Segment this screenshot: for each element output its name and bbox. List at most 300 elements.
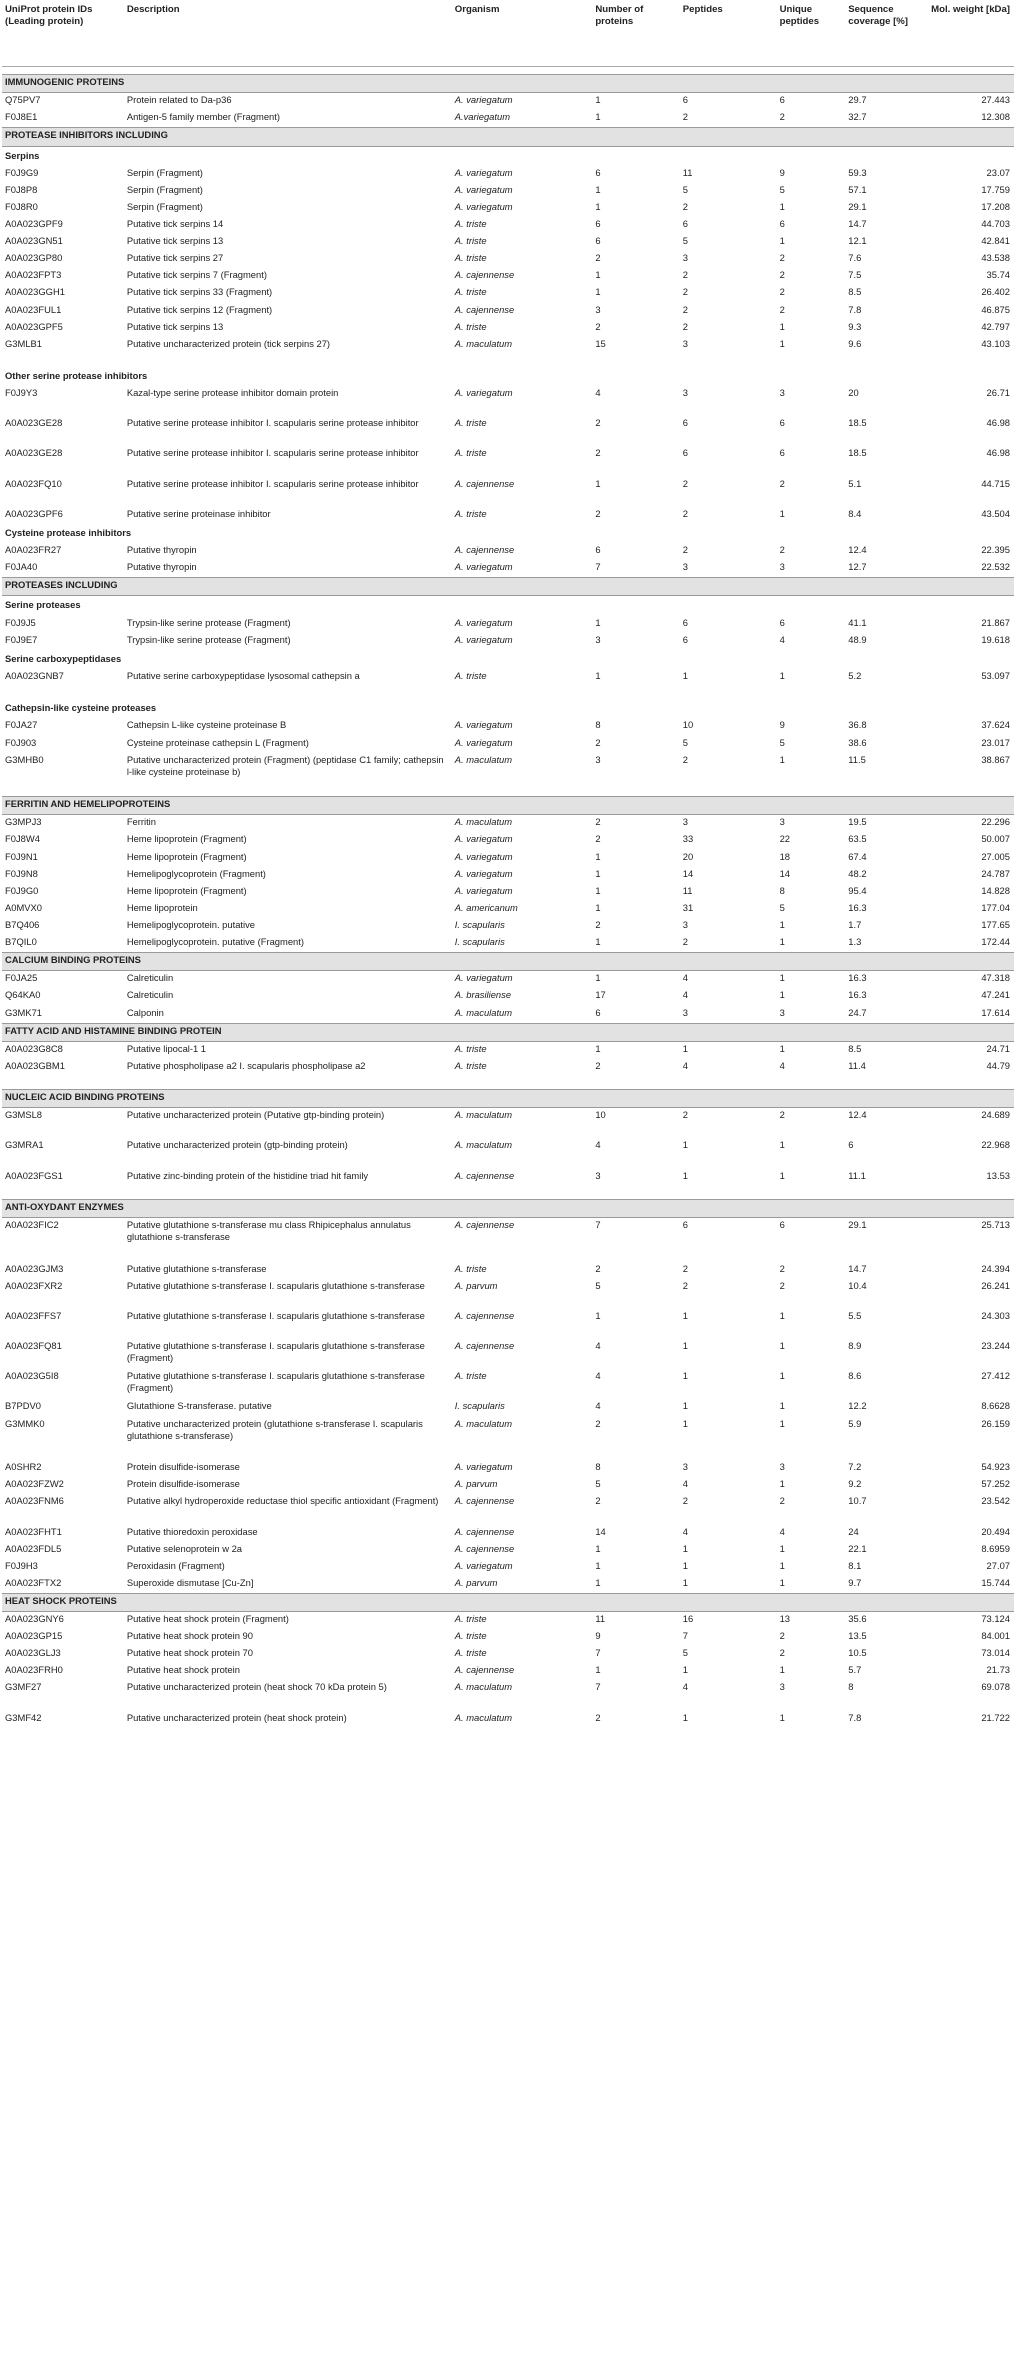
cell-number-of-proteins: 7 <box>595 1647 601 1659</box>
cell-unique-peptides: 3 <box>779 1461 785 1473</box>
cell-unique-peptides: 1 <box>779 1340 785 1352</box>
cell-description: Hemelipoglycoprotein. putative (Fragment) <box>126 936 304 948</box>
cell-description: Putative tick serpins 13 <box>126 235 224 247</box>
cell-organism: A. cajennense <box>454 477 515 489</box>
cell-description: Putative glutathione s-transferase I. scapularis glutathione s-transferase <box>126 1309 425 1321</box>
table-row <box>2 1041 1014 1059</box>
cell-organism: A. cajennense <box>454 1664 515 1676</box>
cell-uniprot-id: A0A023GE28 <box>5 417 63 429</box>
cell-number-of-proteins: 1 <box>595 850 601 862</box>
table-row <box>2 815 1014 833</box>
cell-unique-peptides: 13 <box>779 1613 791 1625</box>
table-row <box>2 543 1014 560</box>
table-row <box>2 337 1014 367</box>
table-row <box>2 1369 1014 1399</box>
cell-sequence-coverage: 24 <box>848 1525 859 1537</box>
cell-organism: A. triste <box>454 417 487 429</box>
cell-peptides: 1 <box>682 1042 688 1054</box>
cell-organism: A. variegatum <box>454 736 513 748</box>
cell-mol-weight: 23.07 <box>986 166 1010 178</box>
cell-sequence-coverage: 7.8 <box>848 1711 862 1723</box>
section-header-row <box>2 1199 1014 1217</box>
cell-number-of-proteins: 1 <box>595 1664 601 1676</box>
cell-peptides: 1 <box>682 1139 688 1151</box>
cell-peptides: 2 <box>682 269 688 281</box>
cell-description: Putative tick serpins 7 (Fragment) <box>126 269 267 281</box>
cell-mol-weight: 44.703 <box>981 218 1010 230</box>
cell-sequence-coverage: 9.7 <box>848 1576 862 1588</box>
cell-organism: A. maculatum <box>454 1681 513 1693</box>
cell-description: Hemelipoglycoprotein (Fragment) <box>126 867 266 879</box>
cell-unique-peptides: 6 <box>779 1219 785 1230</box>
cell-number-of-proteins: 2 <box>595 736 601 748</box>
cell-peptides: 2 <box>682 320 688 332</box>
cell-number-of-proteins: 4 <box>595 1139 601 1151</box>
cell-mol-weight: 177.65 <box>981 918 1010 930</box>
cell-peptides: 6 <box>682 633 688 645</box>
cell-description: Calreticulin <box>126 972 174 984</box>
cell-organism: A. cajennense <box>454 303 515 315</box>
cell-description: Heme lipoprotein (Fragment) <box>126 884 247 896</box>
table-row <box>2 268 1014 285</box>
cell-mol-weight: 38.867 <box>981 753 1010 765</box>
cell-uniprot-id: F0J9G9 <box>5 166 39 178</box>
cell-organism: A. maculatum <box>454 753 513 765</box>
cell-description: Antigen-5 family member (Fragment) <box>126 111 280 123</box>
cell-peptides: 5 <box>682 235 688 247</box>
cell-number-of-proteins: 7 <box>595 1219 601 1230</box>
table-row <box>2 386 1014 416</box>
table-row <box>2 1262 1014 1279</box>
cell-peptides: 2 <box>682 286 688 298</box>
cell-peptides: 1 <box>682 1664 688 1676</box>
table-row <box>2 1494 1014 1524</box>
cell-organism: A. variegatum <box>454 200 513 212</box>
cell-mol-weight: 172.44 <box>981 936 1010 948</box>
table-row <box>2 884 1014 901</box>
cell-uniprot-id: G3MK71 <box>5 1006 42 1018</box>
cell-organism: A. triste <box>454 1370 487 1382</box>
cell-uniprot-id: G3MSL8 <box>5 1109 42 1121</box>
cell-sequence-coverage: 29.1 <box>848 1219 867 1230</box>
cell-description: Putative serine proteinase inhibitor <box>126 507 271 519</box>
cell-description: Trypsin-like serine protease (Fragment) <box>126 633 291 645</box>
cell-uniprot-id: A0A023FIC2 <box>5 1219 59 1230</box>
cell-sequence-coverage: 5.2 <box>848 670 862 682</box>
table-row <box>2 1711 1014 1741</box>
cell-sequence-coverage: 7.5 <box>848 269 862 281</box>
cell-uniprot-id: A0A023GPF6 <box>5 507 63 519</box>
cell-uniprot-id: A0A023G5I8 <box>5 1370 59 1382</box>
table-row <box>2 1477 1014 1494</box>
cell-unique-peptides: 9 <box>779 719 785 731</box>
cell-sequence-coverage: 16.3 <box>848 989 867 1001</box>
cell-organism: A. cajennense <box>454 1542 515 1554</box>
cell-peptides: 2 <box>682 1262 688 1274</box>
cell-unique-peptides: 6 <box>779 447 785 459</box>
cell-organism: A. triste <box>454 1262 487 1274</box>
cell-description: Hemelipoglycoprotein. putative <box>126 918 256 930</box>
cell-mol-weight: 24.689 <box>981 1109 1010 1121</box>
cell-unique-peptides: 2 <box>779 1630 785 1642</box>
cell-organism: A. cajennense <box>454 1309 515 1321</box>
table-row <box>2 736 1014 753</box>
table-row <box>2 1460 1014 1477</box>
cell-number-of-proteins: 1 <box>595 1542 601 1554</box>
cell-number-of-proteins: 5 <box>595 1478 601 1490</box>
subsection-header-row <box>2 524 1014 543</box>
cell-uniprot-id: B7PDV0 <box>5 1400 41 1412</box>
cell-uniprot-id: G3MMK0 <box>5 1417 45 1429</box>
cell-unique-peptides: 3 <box>779 816 785 828</box>
cell-uniprot-id: G3MF42 <box>5 1711 42 1723</box>
cell-organism: A. triste <box>454 252 487 264</box>
table-row <box>2 200 1014 217</box>
cell-uniprot-id: A0A023GBM1 <box>5 1059 65 1071</box>
cell-number-of-proteins: 7 <box>595 561 601 573</box>
cell-peptides: 2 <box>682 544 688 556</box>
cell-mol-weight: 47.241 <box>981 989 1010 1001</box>
cell-uniprot-id: B7QIL0 <box>5 936 37 948</box>
cell-organism: A. cajennense <box>454 1340 515 1352</box>
cell-unique-peptides: 22 <box>779 833 791 845</box>
cell-uniprot-id: F0JA25 <box>5 972 38 984</box>
cell-mol-weight: 54.923 <box>981 1461 1010 1473</box>
cell-description: Putative uncharacterized protein (gtp-binding protein) <box>126 1139 348 1151</box>
table-row <box>2 1399 1014 1416</box>
header-sequence-coverage: Sequence coverage [%] <box>845 0 923 67</box>
table-row <box>2 1612 1014 1630</box>
cell-peptides: 1 <box>682 670 688 682</box>
cell-organism: A. cajennense <box>454 1495 515 1507</box>
cell-unique-peptides: 4 <box>779 1059 785 1071</box>
cell-number-of-proteins: 9 <box>595 1630 601 1642</box>
table-row <box>2 1680 1014 1710</box>
cell-peptides: 1 <box>682 1340 688 1352</box>
cell-peptides: 3 <box>682 1461 688 1473</box>
table-row <box>2 110 1014 128</box>
section-header-row <box>2 578 1014 596</box>
cell-sequence-coverage: 8.4 <box>848 507 862 519</box>
cell-unique-peptides: 5 <box>779 183 785 195</box>
cell-organism: A. variegatum <box>454 719 513 731</box>
cell-uniprot-id: F0J9Y3 <box>5 387 38 399</box>
cell-sequence-coverage: 8.6 <box>848 1370 862 1382</box>
section-label: FERRITIN AND HEMELIPOPROTEINS <box>2 797 1014 815</box>
cell-uniprot-id: F0J9E7 <box>5 633 38 645</box>
cell-sequence-coverage: 1.3 <box>848 936 862 948</box>
cell-peptides: 31 <box>682 901 694 913</box>
cell-peptides: 2 <box>682 200 688 212</box>
cell-mol-weight: 44.79 <box>986 1059 1010 1071</box>
cell-unique-peptides: 1 <box>779 1309 785 1321</box>
section-label: IMMUNOGENIC PROTEINS <box>2 75 1014 93</box>
cell-sequence-coverage: 29.7 <box>848 94 867 106</box>
cell-sequence-coverage: 9.6 <box>848 337 862 349</box>
cell-description: Peroxidasin (Fragment) <box>126 1559 225 1571</box>
cell-organism: A. triste <box>454 218 487 230</box>
cell-uniprot-id: A0A023FRH0 <box>5 1664 63 1676</box>
section-label: PROTEASES INCLUDING <box>2 578 1014 596</box>
cell-number-of-proteins: 7 <box>595 1681 601 1693</box>
cell-mol-weight: 24.303 <box>981 1309 1010 1321</box>
cell-sequence-coverage: 7.2 <box>848 1461 862 1473</box>
cell-sequence-coverage: 14.7 <box>848 1262 867 1274</box>
cell-number-of-proteins: 1 <box>595 183 601 195</box>
cell-unique-peptides: 9 <box>779 166 785 178</box>
cell-organism: A. parvum <box>454 1279 498 1291</box>
cell-peptides: 1 <box>682 1417 688 1429</box>
subsection-header-row <box>2 650 1014 669</box>
cell-organism: A. variegatum <box>454 1559 513 1571</box>
cell-organism: A. maculatum <box>454 337 513 349</box>
cell-mol-weight: 43.504 <box>981 507 1010 519</box>
cell-description: Calponin <box>126 1006 164 1018</box>
cell-peptides: 4 <box>682 989 688 1001</box>
table-row <box>2 753 1014 797</box>
cell-unique-peptides: 2 <box>779 1647 785 1659</box>
cell-uniprot-id: F0J9H3 <box>5 1559 38 1571</box>
cell-mol-weight: 23.017 <box>981 736 1010 748</box>
cell-mol-weight: 177.04 <box>981 901 1010 913</box>
cell-unique-peptides: 1 <box>779 936 785 948</box>
section-label: NUCLEIC ACID BINDING PROTEINS <box>2 1090 1014 1108</box>
cell-peptides: 4 <box>682 1681 688 1693</box>
cell-unique-peptides: 1 <box>779 200 785 212</box>
cell-description: Putative tick serpins 27 <box>126 252 224 264</box>
cell-description: Putative lipocal-1 1 <box>126 1042 207 1054</box>
cell-sequence-coverage: 48.2 <box>848 867 867 879</box>
table-row <box>2 1169 1014 1200</box>
cell-uniprot-id: A0A023GP15 <box>5 1630 63 1642</box>
cell-peptides: 4 <box>682 1059 688 1071</box>
cell-unique-peptides: 4 <box>779 1525 785 1537</box>
table-row <box>2 1417 1014 1461</box>
cell-unique-peptides: 6 <box>779 417 785 429</box>
cell-mol-weight: 25.713 <box>981 1219 1010 1230</box>
cell-organism: A. parvum <box>454 1576 498 1588</box>
cell-unique-peptides: 6 <box>779 616 785 628</box>
table-row <box>2 166 1014 183</box>
cell-uniprot-id: A0A023GPF9 <box>5 218 63 230</box>
cell-number-of-proteins: 8 <box>595 719 601 731</box>
cell-peptides: 1 <box>682 1309 688 1321</box>
table-row <box>2 1218 1014 1262</box>
cell-number-of-proteins: 1 <box>595 867 601 879</box>
cell-sequence-coverage: 22.1 <box>848 1542 867 1554</box>
cell-number-of-proteins: 4 <box>595 1400 601 1412</box>
cell-sequence-coverage: 7.6 <box>848 252 862 264</box>
cell-organism: A. cajennense <box>454 1525 515 1537</box>
cell-uniprot-id: A0A023FZW2 <box>5 1478 64 1490</box>
cell-uniprot-id: A0A023FQ10 <box>5 477 62 489</box>
cell-organism: A.variegatum <box>454 111 510 123</box>
cell-description: Putative heat shock protein <box>126 1664 240 1676</box>
cell-number-of-proteins: 6 <box>595 218 601 230</box>
cell-mol-weight: 26.71 <box>986 387 1010 399</box>
cell-unique-peptides: 2 <box>779 286 785 298</box>
cell-description: Heme lipoprotein (Fragment) <box>126 833 247 845</box>
cell-organism: I. scapularis <box>454 1400 505 1412</box>
cell-unique-peptides: 3 <box>779 1681 785 1693</box>
cell-uniprot-id: F0J8W4 <box>5 833 40 845</box>
cell-peptides: 3 <box>682 816 688 828</box>
cell-organism: A. americanum <box>454 901 518 913</box>
cell-sequence-coverage: 38.6 <box>848 736 867 748</box>
cell-description: Putative thyropin <box>126 561 197 573</box>
cell-peptides: 11 <box>682 884 693 896</box>
cell-number-of-proteins: 1 <box>595 286 601 298</box>
cell-number-of-proteins: 2 <box>595 252 601 264</box>
cell-description: Cysteine proteinase cathepsin L (Fragment) <box>126 736 309 748</box>
table-row <box>2 234 1014 251</box>
cell-peptides: 1 <box>682 1542 688 1554</box>
cell-sequence-coverage: 7.8 <box>848 303 862 315</box>
cell-number-of-proteins: 1 <box>595 1576 601 1588</box>
cell-uniprot-id: F0J9N1 <box>5 850 38 862</box>
cell-sequence-coverage: 8.5 <box>848 1042 862 1054</box>
table-row <box>2 1646 1014 1663</box>
table-row <box>2 1059 1014 1090</box>
cell-sequence-coverage: 5.9 <box>848 1417 862 1429</box>
cell-sequence-coverage: 5.5 <box>848 1309 862 1321</box>
cell-unique-peptides: 1 <box>779 918 785 930</box>
cell-uniprot-id: F0J9G0 <box>5 884 39 896</box>
cell-peptides: 3 <box>682 561 688 573</box>
cell-organism: I. scapularis <box>454 918 505 930</box>
subsection-label: Cathepsin-like cysteine proteases <box>5 702 157 714</box>
cell-mol-weight: 47.318 <box>981 972 1010 984</box>
cell-uniprot-id: Q75PV7 <box>5 94 41 106</box>
cell-unique-peptides: 2 <box>779 477 785 489</box>
cell-sequence-coverage: 11.5 <box>848 753 866 765</box>
cell-uniprot-id: A0A023GNB7 <box>5 670 64 682</box>
cell-organism: A. cajennense <box>454 1169 515 1181</box>
cell-number-of-proteins: 1 <box>595 477 601 489</box>
cell-number-of-proteins: 4 <box>595 1370 601 1382</box>
cell-description: Serpin (Fragment) <box>126 183 203 195</box>
cell-mol-weight: 17.208 <box>981 200 1010 212</box>
cell-organism: A. variegatum <box>454 867 513 879</box>
cell-peptides: 6 <box>682 1219 688 1230</box>
cell-mol-weight: 26.402 <box>981 286 1010 298</box>
table-row <box>2 560 1014 578</box>
cell-sequence-coverage: 1.7 <box>848 918 862 930</box>
cell-mol-weight: 42.841 <box>981 235 1010 247</box>
section-header-row <box>2 797 1014 815</box>
cell-unique-peptides: 4 <box>779 633 785 645</box>
header-description: Description <box>124 0 452 67</box>
cell-mol-weight: 50.007 <box>981 833 1010 845</box>
cell-description: Protein disulfide-isomerase <box>126 1461 240 1473</box>
table-row <box>2 918 1014 935</box>
cell-description: Putative glutathione s-transferase I. scapularis glutathione s-transferase (Fragment) <box>126 1370 425 1394</box>
cell-unique-peptides: 5 <box>779 901 785 913</box>
cell-mol-weight: 42.797 <box>981 320 1010 332</box>
cell-organism: A. variegatum <box>454 561 513 573</box>
cell-uniprot-id: G3MLB1 <box>5 337 42 349</box>
section-header-row <box>2 953 1014 971</box>
cell-unique-peptides: 2 <box>779 1262 785 1274</box>
cell-unique-peptides: 2 <box>779 1279 785 1291</box>
cell-sequence-coverage: 12.2 <box>848 1400 867 1412</box>
cell-organism: A. maculatum <box>454 1139 513 1151</box>
header-unique-peptides: Unique peptides <box>777 0 846 67</box>
cell-peptides: 1 <box>682 1559 688 1571</box>
cell-number-of-proteins: 2 <box>595 447 601 459</box>
cell-uniprot-id: F0J8E1 <box>5 111 38 123</box>
cell-number-of-proteins: 1 <box>595 616 601 628</box>
cell-mol-weight: 46.98 <box>986 447 1010 459</box>
cell-number-of-proteins: 3 <box>595 753 601 765</box>
cell-unique-peptides: 1 <box>779 1042 785 1054</box>
cell-sequence-coverage: 5.7 <box>848 1664 862 1676</box>
subsection-label: Serine carboxypeptidases <box>5 652 122 664</box>
cell-number-of-proteins: 2 <box>595 1711 601 1723</box>
cell-number-of-proteins: 3 <box>595 303 601 315</box>
section-label: PROTEASE INHIBITORS INCLUDING <box>2 128 1014 146</box>
table-row <box>2 832 1014 849</box>
cell-description: Serpin (Fragment) <box>126 200 203 212</box>
cell-mol-weight: 37.624 <box>981 719 1010 731</box>
cell-description: Putative glutathione s-transferase <box>126 1262 267 1274</box>
cell-description: Superoxide dismutase [Cu-Zn] <box>126 1576 254 1588</box>
cell-description: Putative tick serpins 12 (Fragment) <box>126 303 273 315</box>
cell-peptides: 6 <box>682 94 688 106</box>
cell-uniprot-id: A0A023FQ81 <box>5 1340 62 1352</box>
table-row <box>2 901 1014 918</box>
table-row <box>2 320 1014 337</box>
cell-mol-weight: 14.828 <box>981 884 1010 896</box>
cell-peptides: 20 <box>682 850 694 862</box>
cell-unique-peptides: 1 <box>779 1400 785 1412</box>
cell-peptides: 7 <box>682 1630 688 1642</box>
cell-mol-weight: 73.014 <box>981 1647 1010 1659</box>
cell-peptides: 2 <box>682 507 688 519</box>
cell-uniprot-id: A0SHR2 <box>5 1461 42 1473</box>
cell-description: Protein related to Da-p36 <box>126 94 232 106</box>
cell-sequence-coverage: 8.5 <box>848 286 862 298</box>
cell-peptides: 4 <box>682 1478 688 1490</box>
table-row <box>2 1525 1014 1542</box>
cell-unique-peptides: 1 <box>779 989 785 1001</box>
table-row <box>2 1576 1014 1594</box>
cell-sequence-coverage: 18.5 <box>848 447 867 459</box>
cell-organism: A. maculatum <box>454 1711 513 1723</box>
cell-sequence-coverage: 12.4 <box>848 1109 867 1121</box>
cell-unique-peptides: 1 <box>779 1711 785 1723</box>
cell-organism: A. triste <box>454 1647 487 1659</box>
cell-peptides: 2 <box>682 477 688 489</box>
cell-unique-peptides: 2 <box>779 303 785 315</box>
cell-number-of-proteins: 5 <box>595 1279 601 1291</box>
table-row <box>2 183 1014 200</box>
cell-sequence-coverage: 63.5 <box>848 833 867 845</box>
table-row <box>2 217 1014 234</box>
cell-sequence-coverage: 10.4 <box>848 1279 867 1291</box>
cell-peptides: 14 <box>682 867 694 879</box>
cell-number-of-proteins: 6 <box>595 166 601 178</box>
cell-organism: A. triste <box>454 286 487 298</box>
cell-uniprot-id: F0J8R0 <box>5 200 38 212</box>
cell-mol-weight: 46.875 <box>981 303 1010 315</box>
cell-mol-weight: 22.395 <box>981 544 1010 556</box>
cell-mol-weight: 8.6628 <box>981 1400 1010 1412</box>
cell-uniprot-id: A0A023FNM6 <box>5 1495 64 1507</box>
cell-uniprot-id: B7Q406 <box>5 918 40 930</box>
cell-sequence-coverage: 32.7 <box>848 111 867 123</box>
table-row <box>2 251 1014 268</box>
